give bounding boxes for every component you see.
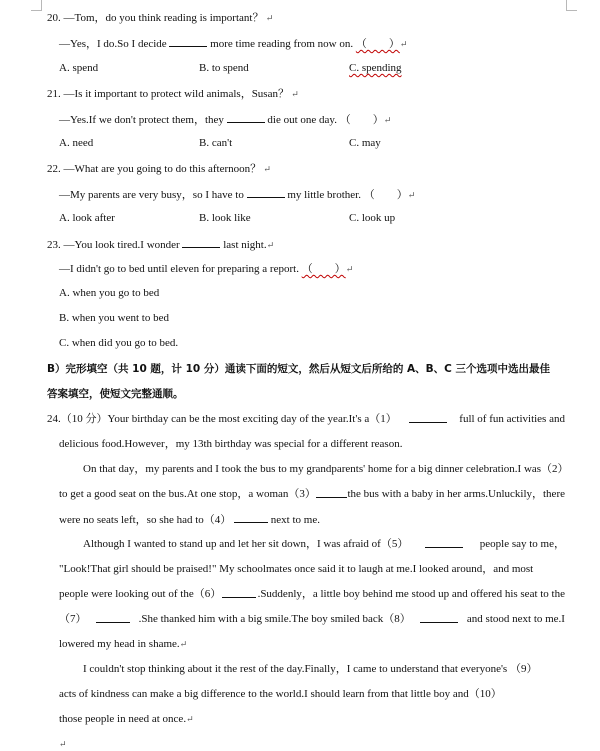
page-corner-mark-right [566, 0, 577, 11]
section-b-heading-line2: 答案填空，使短文完整通顺。 [47, 388, 184, 400]
q23-option-b[interactable]: B. when you went to bed [59, 312, 169, 324]
q21-question: 21. —Is it important to protect wild animals，Susan？ ↵ [47, 88, 299, 100]
q22-answer-blank[interactable] [247, 187, 285, 198]
q24-blank-6[interactable] [222, 587, 256, 598]
q21-answer-paren[interactable]: （ ） [339, 114, 384, 126]
q20-option-b[interactable]: B. to spend [199, 62, 249, 74]
q20-option-a[interactable]: A. spend [59, 62, 99, 74]
q21-answer-blank[interactable] [227, 112, 265, 123]
q24-blank-1[interactable] [409, 412, 447, 423]
q24-blank-4[interactable] [234, 512, 268, 523]
q24-line-13: those people in need at once.↵ [59, 713, 194, 725]
q24-blank-8[interactable] [420, 612, 458, 623]
q22-question: 22. —What are you going to do this afternoon？ ↵ [47, 163, 271, 175]
q24-line-7: "Look!That girl should be praised!" My schoolmates once said it to laugh at me.I looked around，and most [59, 563, 534, 575]
q24-line-12: acts of kindness can make a big difference to the world.I should learn from that little boy and（10） [59, 688, 502, 700]
q22-option-c[interactable]: C. look up [349, 212, 396, 224]
page-corner-mark-left [31, 0, 42, 11]
q23-answer-paren[interactable]: （ ） [301, 263, 346, 275]
q20-answer-blank[interactable] [169, 36, 207, 47]
q20-question: 20. —Tom，do you think reading is important？ ↵ [47, 12, 274, 24]
q20-option-c[interactable]: C. spending [349, 62, 402, 74]
q24-blank-5[interactable] [425, 537, 463, 548]
q21-option-a[interactable]: A. need [59, 137, 94, 149]
q24-line-5: were no seats left，so she had to（4） next to me. [59, 514, 320, 526]
q24-line-4: to get a good seat on the bus.At one stop，a woman（3） the bus with a baby in her arms.Unluckily，there [59, 488, 565, 500]
q24-line-3: On that day，my parents and I took the bus to my grandparents' home for a big dinner celebration.I was（2） [83, 463, 569, 475]
q22-reply: —My parents are very busy，so I have to my little brother. （ ）↵ [59, 189, 416, 201]
q24-blank-7[interactable] [96, 612, 130, 623]
q24-line-9: （7） .She thanked him with a big smile.The boy smiled back（8） and stood next to me.I [59, 613, 565, 625]
q21-option-c[interactable]: C. may [349, 137, 381, 149]
q22-option-a[interactable]: A. look after [59, 212, 115, 224]
q23-option-a[interactable]: A. when you go to bed [59, 287, 160, 299]
q24-line-10: lowered my head in shame.↵ [59, 638, 188, 650]
q24-line-2: delicious food.However，my 13th birthday was special for a different reason. [59, 438, 403, 450]
q22-answer-paren[interactable]: （ ） [363, 189, 408, 201]
q21-reply: —Yes.If we don't protect them，they die out one day. （ ）↵ [59, 114, 392, 126]
q20-answer-paren[interactable]: （ ） [355, 38, 400, 50]
q23-option-c[interactable]: C. when did you go to bed. [59, 337, 179, 349]
q24-line-11: I couldn't stop thinking about it the rest of the day.Finally，I came to understand that everyone's （9） [83, 663, 538, 675]
q24-line-6: Although I wanted to stand up and let her sit down，I was afraid of（5） people say to me， [83, 538, 565, 550]
q20-reply: —Yes，I do.So I decide more time reading from now on. （ ）↵ [59, 38, 408, 50]
section-b-heading-line1: B）完形填空（共 10 题，计 10 分）通读下面的短文，然后从短文后所给的 A、B、C 三个选项中选出最佳 [47, 363, 550, 375]
q21-option-b[interactable]: B. can't [199, 137, 233, 149]
q23-question: 23. —You look tired.I wonder last night.↵ [47, 239, 275, 251]
q24-blank-3[interactable] [316, 487, 348, 498]
q23-reply: —I didn't go to bed until eleven for preparing a report. （ ）↵ [59, 263, 354, 275]
q24-line-8: people were looking out of the（6） .Suddenly，a little boy behind me stood up and offered his seat to the [59, 588, 565, 600]
q24-line-1: 24.（10 分）Your birthday can be the most exciting day of the year.It's a（1） full of fun activities and [47, 413, 565, 425]
paragraph-mark: ↵ [59, 739, 67, 749]
q22-option-b[interactable]: B. look like [199, 212, 251, 224]
q23-answer-blank[interactable] [182, 237, 220, 248]
